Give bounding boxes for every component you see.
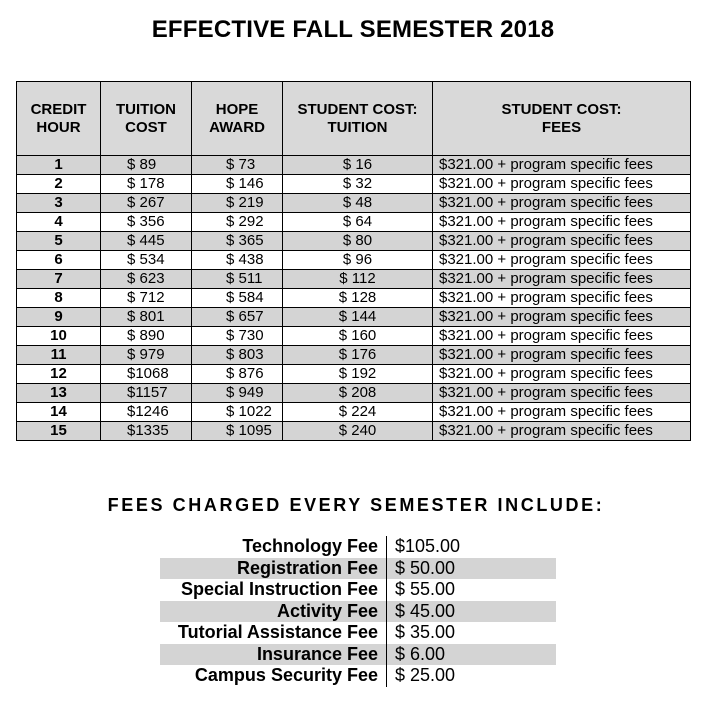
fee-amount: $ 55.00 (395, 579, 456, 599)
fee-label: Tutorial Assistance Fee (177, 622, 378, 642)
cell-credit-hour: 8 (17, 289, 101, 308)
fee-amount: $ 25.00 (395, 665, 456, 685)
cell-student-cost-tuition: $ 128 (283, 289, 433, 308)
cell-tuition-cost: $ 267 (101, 194, 192, 213)
cell-credit-hour: 12 (17, 365, 101, 384)
table-row (17, 327, 691, 346)
header-credit-hour-line1: CREDIT (30, 100, 87, 118)
cell-student-cost-tuition: $ 144 (283, 308, 433, 327)
cell-credit-hour: 3 (17, 194, 101, 213)
fee-label: Activity Fee (276, 600, 378, 621)
cell-tuition-cost: $ 712 (101, 289, 192, 308)
header-student-cost-fees-line1: STUDENT COST: (501, 100, 622, 118)
cell-hope-award: $ 511 (192, 270, 283, 289)
header-student-cost-tuition-line2: TUITION (327, 118, 388, 136)
table-row (17, 365, 691, 384)
fee-row (160, 622, 556, 644)
tuition-table (16, 81, 691, 441)
fee-amount: $ 35.00 (395, 622, 456, 642)
cell-student-cost-tuition: $ 64 (283, 213, 433, 232)
fee-amount: $105.00 (395, 536, 461, 556)
cell-hope-award: $ 1022 (192, 403, 283, 422)
header-credit-hour (17, 82, 101, 156)
fee-row (160, 536, 556, 558)
cell-credit-hour: 14 (17, 403, 101, 422)
table-row (17, 251, 691, 270)
fee-row (160, 644, 556, 666)
tuition-table-body (17, 156, 691, 441)
cell-tuition-cost: $1157 (101, 384, 192, 403)
cell-student-cost-tuition: $ 112 (283, 270, 433, 289)
cell-credit-hour: 10 (17, 327, 101, 346)
cell-student-cost-fees: $321.00 + program specific fees (433, 270, 691, 289)
cell-hope-award: $ 219 (192, 194, 283, 213)
cell-tuition-cost: $ 534 (101, 251, 192, 270)
cell-student-cost-fees: $321.00 + program specific fees (433, 156, 691, 175)
cell-tuition-cost: $ 890 (101, 327, 192, 346)
cell-student-cost-fees: $321.00 + program specific fees (433, 175, 691, 194)
cell-tuition-cost: $1068 (101, 365, 192, 384)
cell-student-cost-fees: $321.00 + program specific fees (433, 403, 691, 422)
cell-tuition-cost: $ 356 (101, 213, 192, 232)
header-student-cost-tuition-line1: STUDENT COST: (297, 100, 418, 118)
cell-hope-award: $ 292 (192, 213, 283, 232)
fee-label: Campus Security Fee (194, 665, 378, 685)
cell-credit-hour: 15 (17, 422, 101, 441)
header-credit-hour-line2: HOUR (36, 118, 81, 136)
cell-hope-award: $ 365 (192, 232, 283, 251)
cell-student-cost-fees: $321.00 + program specific fees (433, 422, 691, 441)
page-title: EFFECTIVE FALL SEMESTER 2018 (151, 16, 555, 43)
cell-student-cost-fees: $321.00 + program specific fees (433, 384, 691, 403)
cell-student-cost-fees: $321.00 + program specific fees (433, 213, 691, 232)
table-row (17, 403, 691, 422)
cell-hope-award: $ 949 (192, 384, 283, 403)
fee-label: Registration Fee (236, 557, 378, 578)
table-row (17, 175, 691, 194)
cell-tuition-cost: $1246 (101, 403, 192, 422)
cell-student-cost-tuition: $ 176 (283, 346, 433, 365)
fee-divider (386, 601, 387, 623)
table-header-row (17, 82, 691, 156)
fee-label: Insurance Fee (256, 643, 378, 664)
fee-divider (386, 665, 387, 687)
fee-row (160, 579, 556, 601)
cell-credit-hour: 4 (17, 213, 101, 232)
cell-student-cost-fees: $321.00 + program specific fees (433, 346, 691, 365)
header-tuition-cost-line2: COST (125, 118, 167, 136)
table-row (17, 346, 691, 365)
cell-student-cost-tuition: $ 48 (283, 194, 433, 213)
cell-hope-award: $ 438 (192, 251, 283, 270)
table-row (17, 194, 691, 213)
table-row (17, 384, 691, 403)
cell-student-cost-fees: $321.00 + program specific fees (433, 194, 691, 213)
table-row (17, 213, 691, 232)
cell-tuition-cost: $ 801 (101, 308, 192, 327)
cell-student-cost-tuition: $ 240 (283, 422, 433, 441)
cell-hope-award: $ 73 (192, 156, 283, 175)
cell-credit-hour: 2 (17, 175, 101, 194)
cell-credit-hour: 9 (17, 308, 101, 327)
fee-divider (386, 558, 387, 580)
header-student-cost-tuition (283, 82, 433, 156)
cell-student-cost-tuition: $ 160 (283, 327, 433, 346)
header-hope-award-line2: AWARD (209, 118, 265, 136)
cell-student-cost-fees: $321.00 + program specific fees (433, 232, 691, 251)
header-hope-award (192, 82, 283, 156)
fee-divider (386, 622, 387, 644)
table-row (17, 422, 691, 441)
cell-tuition-cost: $ 89 (101, 156, 192, 175)
cell-student-cost-tuition: $ 224 (283, 403, 433, 422)
fee-row (160, 558, 556, 580)
fee-divider (386, 579, 387, 601)
cell-tuition-cost: $ 623 (101, 270, 192, 289)
header-hope-award-line1: HOPE (215, 100, 259, 118)
header-student-cost-fees (433, 82, 691, 156)
table-row (17, 156, 691, 175)
cell-hope-award: $ 876 (192, 365, 283, 384)
cell-hope-award: $ 584 (192, 289, 283, 308)
cell-student-cost-tuition: $ 80 (283, 232, 433, 251)
fee-divider (386, 536, 387, 558)
cell-student-cost-fees: $321.00 + program specific fees (433, 251, 691, 270)
fee-row (160, 601, 556, 623)
cell-credit-hour: 1 (17, 156, 101, 175)
fee-amount: $ 45.00 (395, 600, 456, 621)
fee-label: Technology Fee (242, 536, 378, 556)
cell-hope-award: $ 146 (192, 175, 283, 194)
cell-student-cost-fees: $321.00 + program specific fees (433, 327, 691, 346)
header-student-cost-fees-line2: FEES (541, 118, 582, 136)
fee-divider (386, 644, 387, 666)
cell-hope-award: $ 803 (192, 346, 283, 365)
cell-tuition-cost: $ 979 (101, 346, 192, 365)
cell-credit-hour: 7 (17, 270, 101, 289)
cell-student-cost-tuition: $ 208 (283, 384, 433, 403)
table-row (17, 289, 691, 308)
cell-credit-hour: 11 (17, 346, 101, 365)
cell-tuition-cost: $ 178 (101, 175, 192, 194)
fee-row (160, 665, 556, 687)
cell-hope-award: $ 1095 (192, 422, 283, 441)
cell-student-cost-tuition: $ 16 (283, 156, 433, 175)
table-row (17, 308, 691, 327)
fee-amount: $ 6.00 (395, 643, 446, 664)
header-tuition-cost (101, 82, 192, 156)
cell-tuition-cost: $1335 (101, 422, 192, 441)
fees-section-title: FEES CHARGED EVERY SEMESTER INCLUDE: (107, 495, 605, 515)
fee-label: Special Instruction Fee (180, 579, 378, 599)
cell-student-cost-tuition: $ 96 (283, 251, 433, 270)
cell-tuition-cost: $ 445 (101, 232, 192, 251)
cell-student-cost-tuition: $ 32 (283, 175, 433, 194)
cell-hope-award: $ 730 (192, 327, 283, 346)
cell-student-cost-fees: $321.00 + program specific fees (433, 289, 691, 308)
fees-list (160, 536, 556, 687)
header-tuition-cost-line1: TUITION (116, 100, 176, 118)
cell-hope-award: $ 657 (192, 308, 283, 327)
cell-credit-hour: 6 (17, 251, 101, 270)
cell-credit-hour: 5 (17, 232, 101, 251)
fee-amount: $ 50.00 (395, 557, 456, 578)
table-row (17, 232, 691, 251)
cell-student-cost-tuition: $ 192 (283, 365, 433, 384)
cell-credit-hour: 13 (17, 384, 101, 403)
cell-student-cost-fees: $321.00 + program specific fees (433, 365, 691, 384)
cell-student-cost-fees: $321.00 + program specific fees (433, 308, 691, 327)
table-row (17, 270, 691, 289)
